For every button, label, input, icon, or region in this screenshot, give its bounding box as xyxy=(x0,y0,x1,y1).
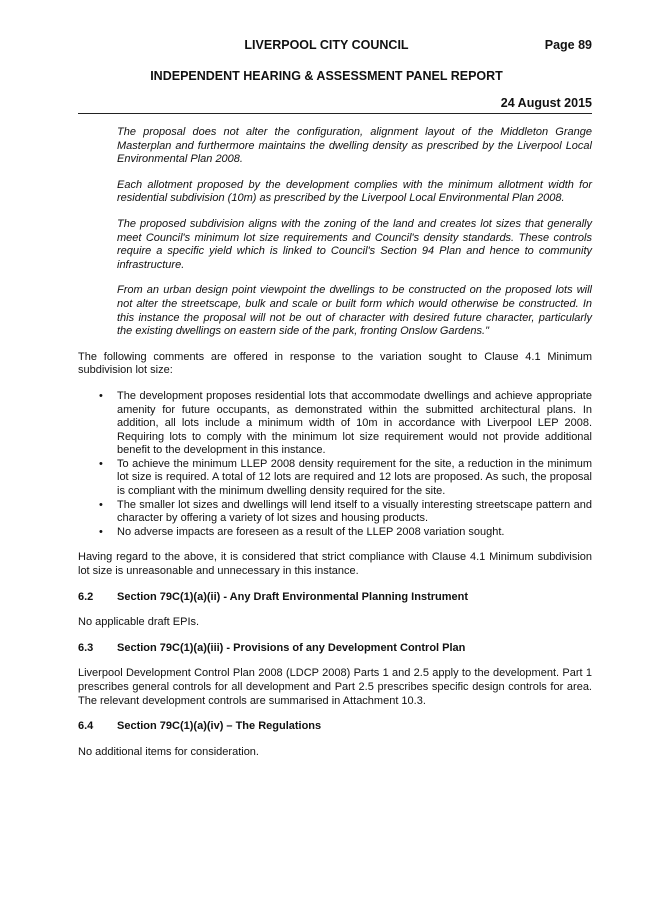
section-heading xyxy=(78,591,592,605)
section-number: 6.3 xyxy=(78,641,94,654)
bullet-icon: • xyxy=(99,525,103,538)
bullet-icon: • xyxy=(99,389,103,402)
list-item xyxy=(78,526,592,540)
section-title: Section 79C(1)(a)(iv) – The Regulations xyxy=(117,720,322,733)
section-text: Liverpool Development Control Plan 2008 (LDCP 2008) Parts 1 and 2.5 apply to the development. Part 1 prescribes general controls for all development and Part 2.5 prescribes specific design controls for area. The relevant development controls are summarised in Attachment 10.3. xyxy=(78,667,592,707)
section-text: No additional items for consideration. xyxy=(78,745,259,758)
quote-paragraph: Each allotment proposed by the development complies with the minimum allotment width for residential subdivision (10m) as prescribed by the Liverpool Local Environmental Plan 2008. xyxy=(117,178,592,205)
quote-paragraph: The proposal does not alter the configuration, alignment layout of the Middleton Grange Masterplan and furthermore maintains the dwelling density as prescribed by the Liverpool Local Environmental Plan 2008. xyxy=(117,126,592,166)
quote-paragraph: The proposed subdivision aligns with the zoning of the land and creates lot sizes that generally meet Council's minimum lot size requirements and Council's density standards. These controls require a specific yield which is linked to Council's Section 94 Plan and hence to community infrastructure. xyxy=(117,217,592,271)
bullet-icon: • xyxy=(99,457,103,470)
list-item-text: No adverse impacts are foreseen as a result of the LLEP 2008 variation sought. xyxy=(117,525,505,538)
section-number: 6.2 xyxy=(78,590,94,603)
header-divider xyxy=(78,113,592,114)
list-item-text: The smaller lot sizes and dwellings will lend itself to a visually interesting streetscape pattern and character by offering a variety of lot sizes and housing products. xyxy=(117,498,592,525)
variation-conclusion: Having regard to the above, it is considered that strict compliance with Clause 4.1 Minimum subdivision lot size is unreasonable and unnecessary in this instance. xyxy=(78,551,592,578)
quote-paragraph: From an urban design point viewpoint the dwellings to be constructed on the proposed lots will not alter the streetscape, bulk and scale or built form which would otherwise be constructed. In this instance the proposal will not be out of character with desired future character, particularly the existing dwellings on eastern side of the park, fronting Onslow Gardens." xyxy=(117,284,592,338)
header-page-number: Page 89 xyxy=(544,38,592,52)
header-report-date: 24 August 2015 xyxy=(500,96,592,110)
section-heading xyxy=(78,642,592,656)
section-heading xyxy=(78,720,592,734)
section-title: Section 79C(1)(a)(iii) - Provisions of any Development Control Plan xyxy=(117,641,466,654)
section-number: 6.4 xyxy=(78,720,94,733)
list-item xyxy=(78,499,592,526)
section-text: No applicable draft EPIs. xyxy=(78,616,200,629)
list-item-text: To achieve the minimum LLEP 2008 density requirement for the site, a reduction in the minimum lot size is required. A total of 12 lots are required and 12 lots are proposed. As such, the proposal is compliant with the minimum dwelling density required for the site. xyxy=(117,457,592,498)
list-item xyxy=(78,458,592,499)
header-council-name: LIVERPOOL CITY COUNCIL xyxy=(244,38,409,52)
bullet-icon: • xyxy=(99,498,103,511)
document-body xyxy=(78,126,592,771)
section-title: Section 79C(1)(a)(ii) - Any Draft Environmental Planning Instrument xyxy=(117,590,469,603)
list-item-text: The development proposes residential lots that accommodate dwellings and achieve appropriate amenity for future occupants, as demonstrated within the submitted architectural plans. In addition, all lots include a minimum width of 10m in accordance with Liverpool LEP 2008. Requiring lots to comply with the minimum lot size requirement would not provide additional benefit to the development in this instance. xyxy=(117,389,592,457)
variation-intro: The following comments are offered in response to the variation sought to Clause 4.1 Minimum subdivision lot size: xyxy=(78,350,592,377)
list-item xyxy=(78,390,592,458)
variation-comments-list xyxy=(78,390,592,540)
header-report-title: INDEPENDENT HEARING & ASSESSMENT PANEL REPORT xyxy=(150,69,503,83)
